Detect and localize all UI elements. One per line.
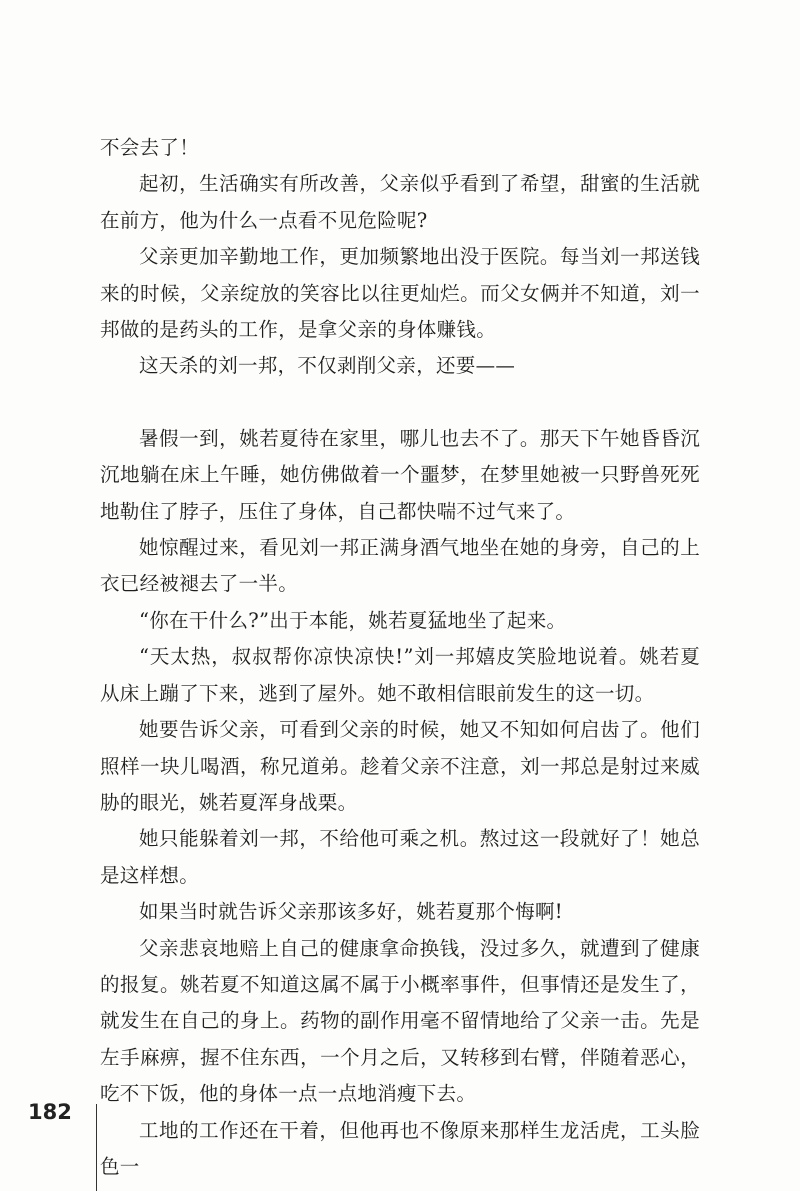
paragraph-continuation: 不会去了！ [100, 136, 200, 159]
paragraph: 父亲更加辛勤地工作，更加频繁地出没于医院。每当刘一邦送钱来的时候，父亲绽放的笑容比以往更灿烂。而父女俩并不知道，刘一邦做的是药头的工作，是拿父亲的身体赚钱。 [100, 245, 700, 342]
paragraph: 她要告诉父亲，可看到父亲的时候，她又不知如何启齿了。他们照样一块儿喝酒，称兄道弟。趁着父亲不注意，刘一邦总是射过来威胁的眼光，姚若夏浑身战栗。 [100, 718, 700, 814]
page-number: 182 [28, 1100, 72, 1124]
paragraph: 父亲悲哀地赔上自己的健康拿命换钱，没过多久，就遭到了健康的报复。姚若夏不知道这属不属于小概率事件，但事情还是发生了，就发生在自己的身上。药物的副作用毫不留情地给了父亲一击。先是左手麻痹，握不住东西，一个月之后，又转移到右臂，伴随着恶心，吃不下饭，他的身体一点一点地消瘦下去。 [100, 936, 700, 1106]
paragraph-dialogue: “你在干什么?”出于本能，姚若夏猛地坐了起来。 [139, 608, 567, 632]
paragraph: 这天杀的刘一邦，不仅剥削父亲，还要—— [139, 354, 516, 378]
paragraph: 她只能躲着刘一邦，不给他可乘之机。熬过这一段就好了！她总是这样想。 [100, 827, 700, 887]
body-text [100, 130, 700, 1185]
margin-rule [96, 1104, 97, 1191]
paragraph: 她惊醒过来，看见刘一邦正满身酒气地坐在她的身旁，自己的上衣已经被褪去了一半。 [100, 536, 700, 596]
section-break [100, 385, 700, 421]
paragraph-dialogue: “天太热，叔叔帮你凉快凉快!”刘一邦嬉皮笑脸地说着。姚若夏从床上蹦了下来，逃到了屋外。她不敢相信眼前发生的这一切。 [100, 645, 700, 705]
paragraph: 暑假一到，姚若夏待在家里，哪儿也去不了。那天下午她昏昏沉沉地躺在床上午睡，她仿佛做着一个噩梦，在梦里她被一只野兽死死地勒住了脖子，压住了身体，自己都快喘不过气来了。 [100, 426, 700, 523]
paragraph: 起初，生活确实有所改善，父亲似乎看到了希望，甜蜜的生活就在前方，他为什么一点看不见危险呢? [100, 172, 700, 232]
paragraph-continues: 工地的工作还在干着，但他再也不像原来那样生龙活虎，工头脸色一 [100, 1118, 700, 1178]
paragraph: 如果当时就告诉父亲那该多好，姚若夏那个悔啊! [139, 900, 563, 924]
